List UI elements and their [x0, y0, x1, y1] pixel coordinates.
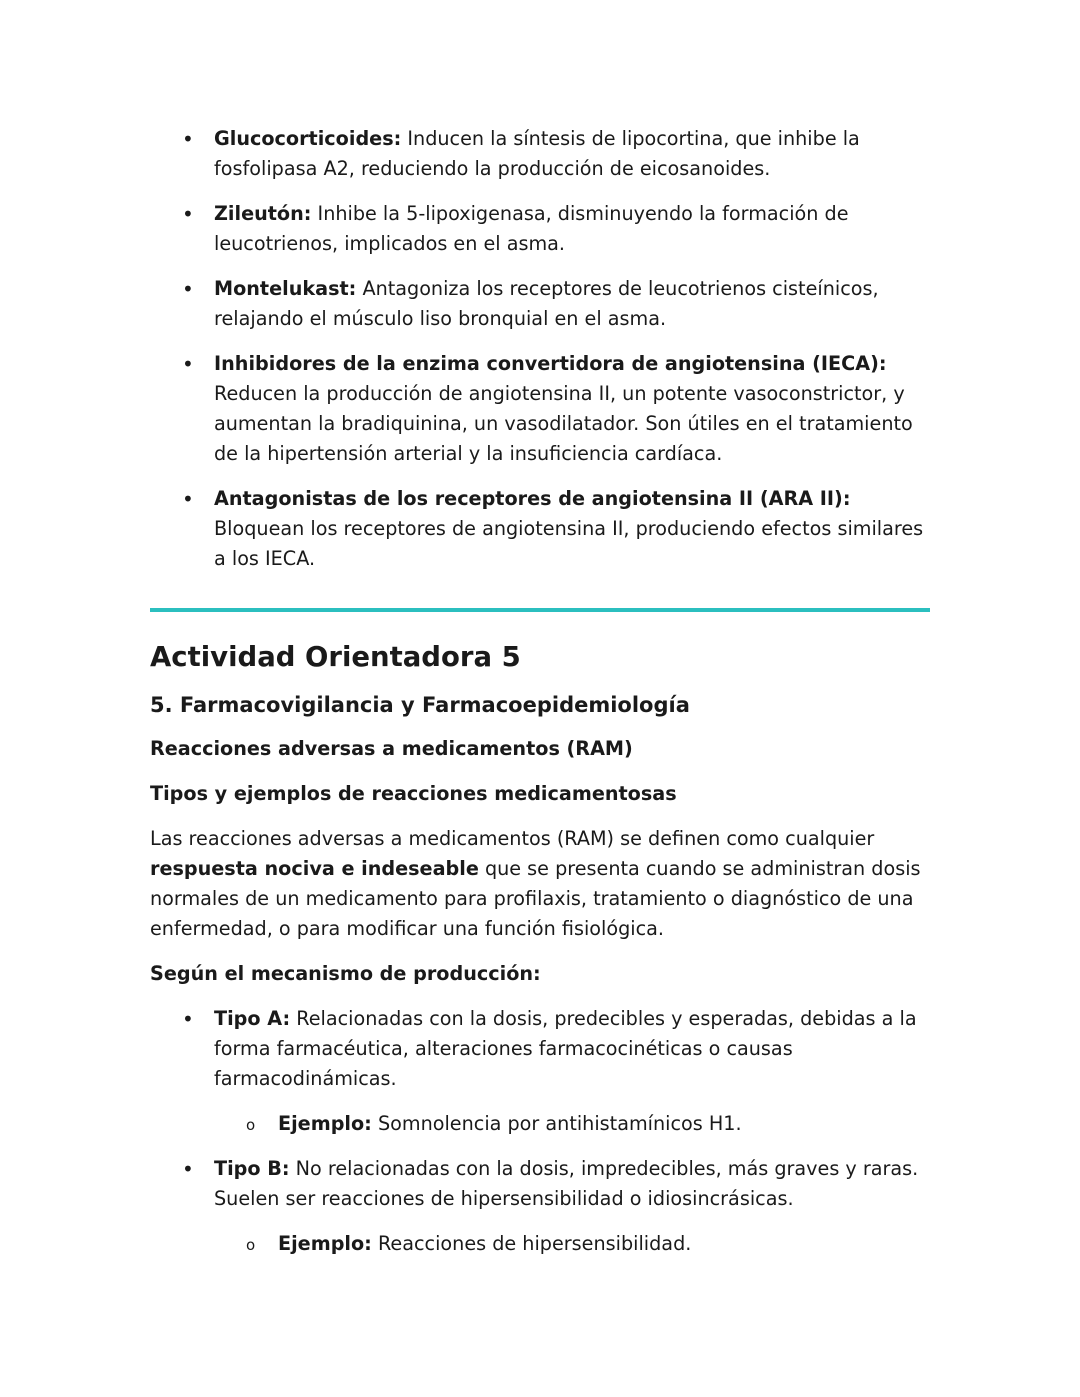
- example-item: [150, 1109, 930, 1139]
- list-item: [150, 274, 930, 334]
- section-title: Actividad Orientadora 5: [150, 641, 521, 673]
- item-text: Reducen la producción de angiotensina II, un potente vasoconstrictor, y aumentan la bradiquinina, un vasodilatador. Son útiles en el tratamiento de la hipertensión arterial y la insuficiencia cardíaca.: [214, 382, 913, 465]
- example-term: Ejemplo:: [278, 1112, 372, 1135]
- list-item: [150, 1004, 930, 1139]
- example-list: [150, 1109, 930, 1139]
- example-term: Ejemplo:: [278, 1232, 372, 1255]
- item-text: Bloquean los receptores de angiotensina II, produciendo efectos similares a los IECA.: [214, 517, 924, 570]
- item-text: No relacionadas con la dosis, impredecibles, más graves y raras. Suelen ser reacciones de hipersensibilidad o idiosincrásicas.: [214, 1157, 919, 1210]
- reaction-types-list: [150, 1004, 930, 1259]
- list-item: [150, 349, 930, 469]
- list-item: [150, 484, 930, 574]
- item-text: Antagoniza los receptores de leucotrienos cisteínicos, relajando el músculo liso bronquial en el asma.: [214, 277, 879, 330]
- list-item: [150, 124, 930, 184]
- paragraph-emphasis: respuesta nociva e indeseable: [150, 857, 479, 880]
- example-text: Somnolencia por antihistamínicos H1.: [371, 1112, 742, 1135]
- heading-tipos: Tipos y ejemplos de reacciones medicamentosas: [150, 782, 677, 805]
- heading-mecanismo: Según el mecanismo de producción:: [150, 962, 541, 985]
- heading-ram: Reacciones adversas a medicamentos (RAM): [150, 737, 633, 760]
- item-term: Tipo A:: [214, 1007, 291, 1030]
- item-term: Antagonistas de los receptores de angiotensina II (ARA II):: [214, 487, 851, 510]
- subsection-title: 5. Farmacovigilancia y Farmacoepidemiología: [150, 693, 690, 717]
- item-term: Glucocorticoides:: [214, 127, 402, 150]
- drug-mechanism-list: [150, 124, 930, 574]
- paragraph-text: Las reacciones adversas a medicamentos (RAM) se definen como cualquier: [150, 827, 875, 850]
- section-divider: [150, 608, 930, 612]
- list-item: [150, 1154, 930, 1259]
- item-term: Inhibidores de la enzima convertidora de angiotensina (IECA):: [214, 352, 887, 375]
- item-text: Inhibe la 5-lipoxigenasa, disminuyendo la formación de leucotrienos, implicados en el asma.: [214, 202, 849, 255]
- item-term: Tipo B:: [214, 1157, 290, 1180]
- paragraph-text: que se presenta cuando se administran dosis normales de un medicamento para profilaxis, tratamiento o diagnóstico de una enfermedad, o para modificar una función fisiológica.: [150, 857, 921, 940]
- item-term: Montelukast:: [214, 277, 357, 300]
- list-item: [150, 199, 930, 259]
- ram-definition-paragraph: [150, 824, 930, 944]
- item-text: Relacionadas con la dosis, predecibles y esperadas, debidas a la forma farmacéutica, alteraciones farmacocinéticas o causas farmacodinámicas.: [214, 1007, 917, 1090]
- item-term: Zileutón:: [214, 202, 312, 225]
- document-page: [150, 124, 930, 1274]
- example-list: [150, 1229, 930, 1259]
- example-item: [150, 1229, 930, 1259]
- item-text: Inducen la síntesis de lipocortina, que inhibe la fosfolipasa A2, reduciendo la producción de eicosanoides.: [214, 127, 860, 180]
- example-text: Reacciones de hipersensibilidad.: [371, 1232, 692, 1255]
